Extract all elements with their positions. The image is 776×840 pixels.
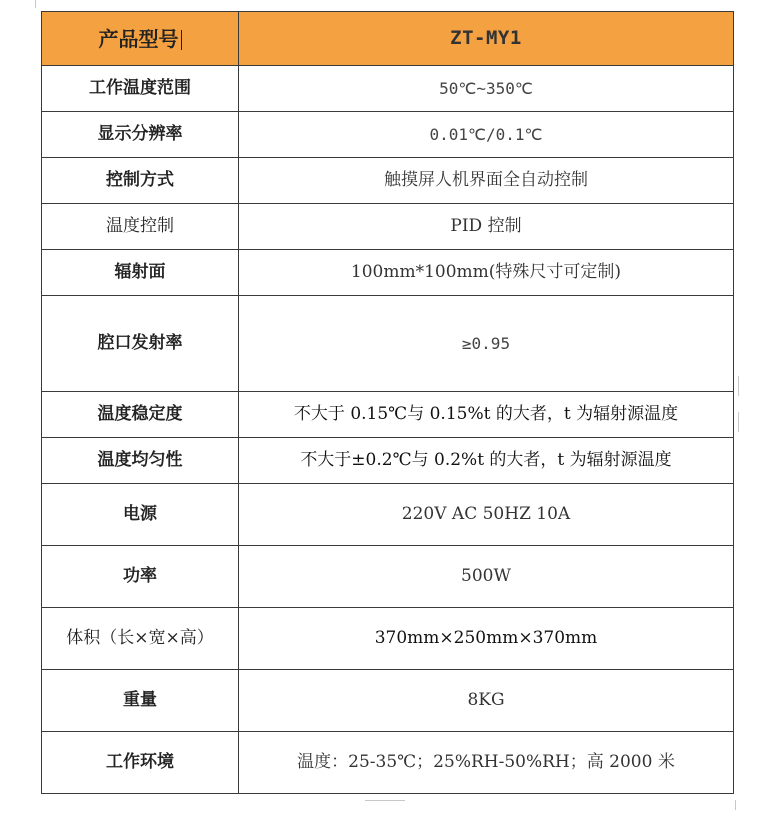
table-row bbox=[42, 158, 734, 204]
row-value: 温度：25-35℃；25%RH-50%RH；高 2000 米 bbox=[239, 732, 734, 794]
table-header-row bbox=[42, 12, 734, 66]
row-label: 体积（长×宽×高） bbox=[42, 608, 239, 670]
table-row bbox=[42, 438, 734, 484]
row-value: ≥0.95 bbox=[239, 296, 734, 392]
row-value: 370mm×250mm×370mm bbox=[239, 608, 734, 670]
row-value: 8KG bbox=[239, 670, 734, 732]
row-label: 温度均匀性 bbox=[42, 438, 239, 484]
text-cursor bbox=[181, 30, 182, 50]
table-row bbox=[42, 392, 734, 438]
margin-mark bbox=[365, 800, 405, 801]
table-row bbox=[42, 484, 734, 546]
row-label: 功率 bbox=[42, 546, 239, 608]
row-value: 500W bbox=[239, 546, 734, 608]
table-row bbox=[42, 204, 734, 250]
margin-mark bbox=[35, 0, 36, 8]
table-row bbox=[42, 250, 734, 296]
row-label: 电源 bbox=[42, 484, 239, 546]
table-row bbox=[42, 608, 734, 670]
table-row bbox=[42, 670, 734, 732]
margin-mark bbox=[738, 412, 739, 432]
header-label: 产品型号 bbox=[98, 26, 179, 51]
header-label-cell[interactable] bbox=[42, 12, 239, 66]
header-model-cell: ZT-MY1 bbox=[239, 12, 734, 66]
row-label: 腔口发射率 bbox=[42, 296, 239, 392]
table-row bbox=[42, 546, 734, 608]
row-label: 显示分辨率 bbox=[42, 112, 239, 158]
margin-mark bbox=[735, 800, 736, 810]
row-label: 工作环境 bbox=[42, 732, 239, 794]
table-row bbox=[42, 66, 734, 112]
row-label: 控制方式 bbox=[42, 158, 239, 204]
row-label: 工作温度范围 bbox=[42, 66, 239, 112]
row-value: 0.01℃/0.1℃ bbox=[239, 112, 734, 158]
row-value: 触摸屏人机界面全自动控制 bbox=[239, 158, 734, 204]
spec-table bbox=[41, 11, 734, 794]
row-label: 温度稳定度 bbox=[42, 392, 239, 438]
row-value: 100mm*100mm(特殊尺寸可定制) bbox=[239, 250, 734, 296]
row-label: 温度控制 bbox=[42, 204, 239, 250]
table-row bbox=[42, 296, 734, 392]
table-row bbox=[42, 732, 734, 794]
row-value: 不大于 0.15℃与 0.15%t 的大者，t 为辐射源温度 bbox=[239, 392, 734, 438]
margin-mark bbox=[738, 376, 739, 396]
row-label: 辐射面 bbox=[42, 250, 239, 296]
row-value: PID 控制 bbox=[239, 204, 734, 250]
row-value: 不大于±0.2℃与 0.2%t 的大者，t 为辐射源温度 bbox=[239, 438, 734, 484]
row-value: 220V AC 50HZ 10A bbox=[239, 484, 734, 546]
row-label: 重量 bbox=[42, 670, 239, 732]
table-row bbox=[42, 112, 734, 158]
row-value: 50℃~350℃ bbox=[239, 66, 734, 112]
